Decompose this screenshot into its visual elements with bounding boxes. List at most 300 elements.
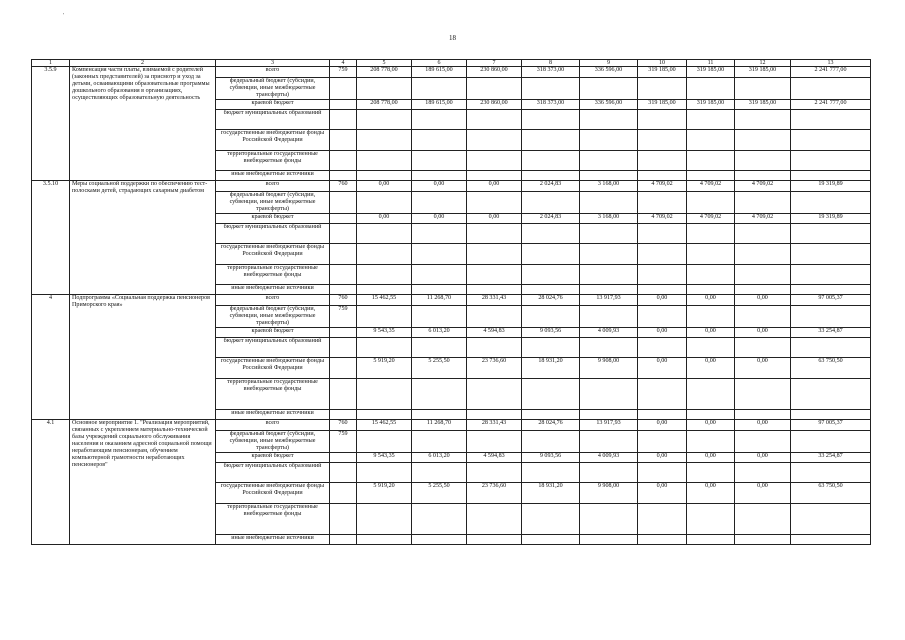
column-number: 4 (330, 60, 357, 67)
funding-source: федеральный бюджет (субсидии, субвенции, иные межбюджетные трансферты) (216, 431, 330, 453)
amount-cell (687, 192, 735, 214)
amount-cell (357, 431, 412, 453)
amount-cell (580, 410, 638, 420)
amount-cell (522, 463, 580, 483)
total-cell (791, 192, 871, 214)
funding-source: территориальные государственные внебюджетные фонды (216, 379, 330, 410)
funding-source: территориальные государственные внебюджетные фонды (216, 504, 330, 535)
program-name: Компенсация части платы, взимаемой с родителей (законных представителей) за присмотр и уход за детьми, осваивающими образовательные программы дошкольного образования в организациях, осуществляющих образовательную деятельность (70, 67, 216, 181)
amount-cell (412, 151, 467, 171)
amount-cell: 0,00 (687, 420, 735, 431)
amount-cell (687, 285, 735, 295)
amount-cell (412, 504, 467, 535)
row-index: 3.5.10 (32, 181, 70, 295)
amount-cell (357, 285, 412, 295)
amount-cell (357, 306, 412, 328)
amount-cell: 9 543,35 (357, 453, 412, 463)
funding-source: всего (216, 181, 330, 192)
total-cell (791, 535, 871, 545)
admin-code (330, 244, 357, 265)
amount-cell: 0,00 (687, 295, 735, 306)
amount-cell (467, 285, 522, 295)
total-cell (791, 410, 871, 420)
funding-source: федеральный бюджет (субсидии, субвенции, иные межбюджетные трансферты) (216, 192, 330, 214)
amount-cell: 2 024,83 (522, 214, 580, 224)
amount-cell: 28 024,76 (522, 295, 580, 306)
funding-source: иные внебюджетные источники (216, 535, 330, 545)
amount-cell: 208 778,00 (357, 100, 412, 110)
amount-cell (580, 192, 638, 214)
column-number: 1 (32, 60, 70, 67)
amount-cell: 0,00 (467, 214, 522, 224)
amount-cell (522, 431, 580, 453)
amount-cell (735, 431, 791, 453)
amount-cell (467, 535, 522, 545)
amount-cell (580, 379, 638, 410)
amount-cell (638, 379, 687, 410)
admin-code (330, 100, 357, 110)
amount-cell (522, 306, 580, 328)
amount-cell: 9 908,00 (580, 358, 638, 379)
amount-cell: 4 709,02 (735, 214, 791, 224)
amount-cell (357, 504, 412, 535)
amount-cell (735, 265, 791, 285)
column-number: 11 (687, 60, 735, 67)
total-cell (791, 151, 871, 171)
amount-cell: 11 268,70 (412, 420, 467, 431)
funding-source: государственные внебюджетные фонды Российской Федерации (216, 244, 330, 265)
budget-table (31, 59, 871, 545)
admin-code (330, 224, 357, 244)
amount-cell (412, 265, 467, 285)
amount-cell: 318 373,00 (522, 67, 580, 78)
amount-cell (522, 78, 580, 100)
amount-cell (357, 171, 412, 181)
admin-code: 759 (330, 306, 357, 328)
table-row (32, 295, 871, 306)
amount-cell (638, 151, 687, 171)
amount-cell (580, 431, 638, 453)
amount-cell (467, 463, 522, 483)
amount-cell (522, 171, 580, 181)
amount-cell: 5 919,20 (357, 483, 412, 504)
amount-cell (467, 130, 522, 151)
admin-code (330, 338, 357, 358)
amount-cell (467, 431, 522, 453)
amount-cell (522, 265, 580, 285)
funding-source: краевой бюджет (216, 100, 330, 110)
column-number: 2 (70, 60, 216, 67)
admin-code (330, 192, 357, 214)
amount-cell: 189 615,00 (412, 67, 467, 78)
table-row (32, 67, 871, 78)
admin-code (330, 130, 357, 151)
amount-cell (467, 224, 522, 244)
admin-code: 760 (330, 295, 357, 306)
total-cell (791, 379, 871, 410)
total-cell: 33 254,87 (791, 453, 871, 463)
funding-source: территориальные государственные внебюджетные фонды (216, 151, 330, 171)
amount-cell (412, 244, 467, 265)
program-name: Меры социальной поддержки по обеспечению тест-полосками детей, страдающих сахарным диабетом (70, 181, 216, 295)
admin-code (330, 504, 357, 535)
amount-cell (357, 224, 412, 244)
amount-cell (687, 379, 735, 410)
amount-cell: 9 908,00 (580, 483, 638, 504)
funding-source: иные внебюджетные источники (216, 171, 330, 181)
row-index: 4.1 (32, 420, 70, 545)
amount-cell (687, 78, 735, 100)
amount-cell (735, 306, 791, 328)
amount-cell (638, 224, 687, 244)
amount-cell (580, 130, 638, 151)
admin-code: 760 (330, 420, 357, 431)
total-cell (791, 431, 871, 453)
amount-cell: 0,00 (638, 483, 687, 504)
amount-cell: 15 462,55 (357, 295, 412, 306)
amount-cell (638, 463, 687, 483)
amount-cell (357, 151, 412, 171)
amount-cell (522, 535, 580, 545)
amount-cell (687, 338, 735, 358)
amount-cell (522, 151, 580, 171)
amount-cell: 4 709,02 (687, 214, 735, 224)
amount-cell (412, 224, 467, 244)
amount-cell: 319 185,00 (638, 67, 687, 78)
admin-code: 760 (330, 181, 357, 192)
admin-code: 759 (330, 67, 357, 78)
funding-source: государственные внебюджетные фонды Российской Федерации (216, 358, 330, 379)
amount-cell: 0,00 (735, 295, 791, 306)
total-cell: 2 241 777,00 (791, 100, 871, 110)
amount-cell: 0,00 (735, 420, 791, 431)
column-number: 6 (412, 60, 467, 67)
funding-source: федеральный бюджет (субсидии, субвенции, иные межбюджетные трансферты) (216, 306, 330, 328)
amount-cell: 0,00 (735, 483, 791, 504)
amount-cell (687, 504, 735, 535)
amount-cell (357, 338, 412, 358)
amount-cell (638, 171, 687, 181)
amount-cell: 13 917,93 (580, 295, 638, 306)
amount-cell (580, 224, 638, 244)
amount-cell: 319 185,00 (687, 67, 735, 78)
amount-cell: 23 736,60 (467, 358, 522, 379)
amount-cell (735, 463, 791, 483)
total-cell (791, 78, 871, 100)
amount-cell: 4 709,02 (638, 181, 687, 192)
amount-cell: 0,00 (687, 453, 735, 463)
funding-source: федеральный бюджет (субсидии, субвенции, иные межбюджетные трансферты) (216, 78, 330, 100)
total-cell (791, 265, 871, 285)
amount-cell: 4 009,93 (580, 328, 638, 338)
amount-cell: 0,00 (638, 453, 687, 463)
total-cell: 19 319,89 (791, 214, 871, 224)
amount-cell (580, 463, 638, 483)
amount-cell (687, 431, 735, 453)
funding-source: бюджет муниципальных образований (216, 110, 330, 130)
amount-cell (687, 265, 735, 285)
amount-cell: 0,00 (357, 181, 412, 192)
total-cell (791, 224, 871, 244)
amount-cell (580, 338, 638, 358)
admin-code (330, 453, 357, 463)
amount-cell (735, 379, 791, 410)
amount-cell (580, 504, 638, 535)
amount-cell (522, 410, 580, 420)
amount-cell: 208 778,00 (357, 67, 412, 78)
amount-cell: 319 185,00 (687, 100, 735, 110)
total-cell: 33 254,87 (791, 328, 871, 338)
amount-cell (357, 410, 412, 420)
amount-cell (467, 306, 522, 328)
amount-cell: 9 093,56 (522, 453, 580, 463)
funding-source: бюджет муниципальных образований (216, 338, 330, 358)
amount-cell: 0,00 (467, 181, 522, 192)
amount-cell (357, 192, 412, 214)
amount-cell (412, 171, 467, 181)
amount-cell (412, 285, 467, 295)
amount-cell (412, 463, 467, 483)
corner-mark: ' (63, 13, 65, 19)
amount-cell: 0,00 (687, 483, 735, 504)
amount-cell (467, 78, 522, 100)
amount-cell (522, 110, 580, 130)
funding-source: бюджет муниципальных образований (216, 224, 330, 244)
amount-cell (735, 224, 791, 244)
amount-cell: 4 594,83 (467, 328, 522, 338)
amount-cell (522, 244, 580, 265)
amount-cell: 15 462,55 (357, 420, 412, 431)
amount-cell: 0,00 (735, 328, 791, 338)
amount-cell: 18 931,20 (522, 358, 580, 379)
total-cell (791, 338, 871, 358)
amount-cell (735, 535, 791, 545)
amount-cell (412, 431, 467, 453)
column-number: 12 (735, 60, 791, 67)
amount-cell (638, 285, 687, 295)
total-cell (791, 463, 871, 483)
column-number: 13 (791, 60, 871, 67)
column-number: 8 (522, 60, 580, 67)
amount-cell: 336 596,00 (580, 67, 638, 78)
funding-source: всего (216, 420, 330, 431)
amount-cell (467, 504, 522, 535)
funding-source: иные внебюджетные источники (216, 285, 330, 295)
amount-cell (467, 410, 522, 420)
row-index: 4 (32, 295, 70, 420)
table-row (32, 420, 871, 431)
amount-cell (687, 110, 735, 130)
program-name: Подпрограмма «Социальная поддержка пенсионеров Приморского края» (70, 295, 216, 420)
amount-cell (580, 244, 638, 265)
amount-cell (580, 78, 638, 100)
admin-code (330, 78, 357, 100)
amount-cell (357, 130, 412, 151)
amount-cell (687, 244, 735, 265)
amount-cell: 0,00 (638, 328, 687, 338)
table-row (32, 181, 871, 192)
amount-cell (638, 431, 687, 453)
amount-cell (522, 224, 580, 244)
column-number: 3 (216, 60, 330, 67)
amount-cell (638, 410, 687, 420)
amount-cell (638, 338, 687, 358)
column-number: 10 (638, 60, 687, 67)
amount-cell: 23 736,60 (467, 483, 522, 504)
program-name: Основное мероприятие 1. "Реализация мероприятий, связанных с укреплением материально-технической базы учреждений социального обслуживания населения и оказанием адресной социальной помощи неработающим пенсионерам, обучением компьютерной грамотности неработающих пенсионеров" (70, 420, 216, 545)
amount-cell: 319 185,00 (638, 100, 687, 110)
amount-cell: 11 268,70 (412, 295, 467, 306)
amount-cell (735, 244, 791, 265)
amount-cell: 2 024,83 (522, 181, 580, 192)
amount-cell (522, 379, 580, 410)
amount-cell (687, 463, 735, 483)
amount-cell (735, 110, 791, 130)
amount-cell (580, 306, 638, 328)
amount-cell (638, 535, 687, 545)
amount-cell (687, 410, 735, 420)
amount-cell (357, 244, 412, 265)
admin-code (330, 151, 357, 171)
amount-cell (735, 78, 791, 100)
amount-cell: 0,00 (735, 358, 791, 379)
amount-cell (522, 192, 580, 214)
admin-code (330, 328, 357, 338)
amount-cell (412, 535, 467, 545)
funding-source: всего (216, 67, 330, 78)
column-number: 7 (467, 60, 522, 67)
column-number-row (32, 60, 871, 67)
amount-cell (522, 285, 580, 295)
column-number: 5 (357, 60, 412, 67)
amount-cell: 319 185,00 (735, 67, 791, 78)
amount-cell: 0,00 (638, 420, 687, 431)
total-cell (791, 110, 871, 130)
amount-cell: 319 185,00 (735, 100, 791, 110)
amount-cell (687, 224, 735, 244)
amount-cell: 18 931,20 (522, 483, 580, 504)
amount-cell (580, 110, 638, 130)
amount-cell: 9 543,35 (357, 328, 412, 338)
total-cell (791, 244, 871, 265)
total-cell (791, 504, 871, 535)
amount-cell (735, 192, 791, 214)
amount-cell (467, 338, 522, 358)
amount-cell (357, 463, 412, 483)
admin-code: 759 (330, 431, 357, 453)
amount-cell: 0,00 (687, 328, 735, 338)
admin-code (330, 379, 357, 410)
amount-cell: 189 615,00 (412, 100, 467, 110)
funding-source: краевой бюджет (216, 453, 330, 463)
total-cell: 63 750,50 (791, 358, 871, 379)
admin-code (330, 483, 357, 504)
amount-cell: 28 331,43 (467, 420, 522, 431)
amount-cell (467, 171, 522, 181)
funding-source: всего (216, 295, 330, 306)
amount-cell: 4 709,02 (687, 181, 735, 192)
amount-cell (638, 244, 687, 265)
funding-source: краевой бюджет (216, 214, 330, 224)
amount-cell (735, 338, 791, 358)
amount-cell: 5 255,50 (412, 483, 467, 504)
amount-cell (638, 78, 687, 100)
amount-cell (467, 379, 522, 410)
amount-cell (687, 535, 735, 545)
amount-cell (412, 78, 467, 100)
admin-code (330, 535, 357, 545)
amount-cell (357, 535, 412, 545)
admin-code (330, 265, 357, 285)
amount-cell: 336 596,00 (580, 100, 638, 110)
amount-cell (412, 192, 467, 214)
column-number: 9 (580, 60, 638, 67)
amount-cell: 0,00 (412, 214, 467, 224)
funding-source: территориальные государственные внебюджетные фонды (216, 265, 330, 285)
amount-cell (412, 410, 467, 420)
amount-cell: 318 373,00 (522, 100, 580, 110)
amount-cell: 28 024,76 (522, 420, 580, 431)
amount-cell (638, 265, 687, 285)
amount-cell: 0,00 (412, 181, 467, 192)
amount-cell (735, 130, 791, 151)
amount-cell (638, 130, 687, 151)
total-cell: 97 005,37 (791, 420, 871, 431)
amount-cell (412, 306, 467, 328)
amount-cell (467, 110, 522, 130)
amount-cell (735, 171, 791, 181)
amount-cell (735, 410, 791, 420)
amount-cell (580, 171, 638, 181)
amount-cell: 4 009,93 (580, 453, 638, 463)
amount-cell (580, 265, 638, 285)
amount-cell: 5 919,20 (357, 358, 412, 379)
total-cell: 63 750,50 (791, 483, 871, 504)
amount-cell: 3 168,00 (580, 181, 638, 192)
admin-code (330, 214, 357, 224)
amount-cell: 230 860,00 (467, 67, 522, 78)
admin-code (330, 463, 357, 483)
total-cell: 97 005,37 (791, 295, 871, 306)
funding-source: бюджет муниципальных образований (216, 463, 330, 483)
amount-cell (687, 151, 735, 171)
amount-cell (580, 151, 638, 171)
funding-source: краевой бюджет (216, 328, 330, 338)
amount-cell: 0,00 (638, 358, 687, 379)
amount-cell (687, 130, 735, 151)
total-cell (791, 130, 871, 151)
amount-cell: 6 013,20 (412, 453, 467, 463)
amount-cell: 0,00 (357, 214, 412, 224)
amount-cell (357, 110, 412, 130)
amount-cell (412, 338, 467, 358)
amount-cell (357, 265, 412, 285)
amount-cell: 3 168,00 (580, 214, 638, 224)
amount-cell: 6 013,20 (412, 328, 467, 338)
amount-cell (638, 504, 687, 535)
amount-cell (580, 535, 638, 545)
amount-cell (638, 306, 687, 328)
total-cell: 19 319,89 (791, 181, 871, 192)
amount-cell: 0,00 (687, 358, 735, 379)
amount-cell (467, 192, 522, 214)
amount-cell (412, 379, 467, 410)
admin-code (330, 358, 357, 379)
amount-cell (467, 151, 522, 171)
amount-cell: 0,00 (735, 453, 791, 463)
amount-cell (580, 285, 638, 295)
amount-cell (467, 265, 522, 285)
